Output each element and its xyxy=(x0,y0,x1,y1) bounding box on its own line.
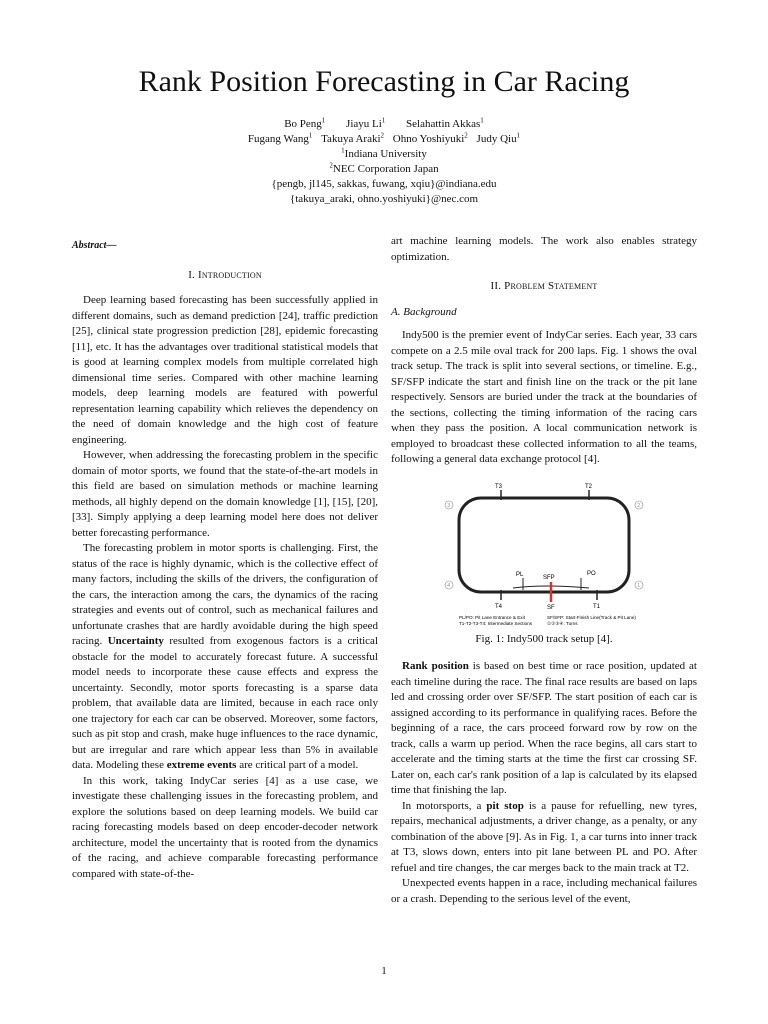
section-heading-problem-statement: II. Problem Statement xyxy=(490,280,598,292)
label-t3: T3 xyxy=(495,483,503,490)
right-column xyxy=(391,234,697,907)
figure-caption: Fig. 1: Indy500 track setup [4]. xyxy=(475,632,613,645)
legend-left-2: T1-T2-T3-T4: Intermediate Sections xyxy=(459,620,533,626)
turn-3-label: 3 xyxy=(447,502,451,509)
label-sfp: SFP xyxy=(543,574,555,581)
paragraph: art machine learning models. The work also enables strategy optimization. xyxy=(391,235,697,263)
label-sf: SF xyxy=(547,604,555,611)
paragraph: Indy500 is the premier event of IndyCar series. Each year, 33 cars compete on a 2.5 mile oval track for 200 laps. Fig. 1 shows the oval track setup. The track is split into several sections, or timeline. E.g., SF/SFP indicate the start and finish line on the track or the pit lane respectively. Sensors are buried under the track at the boundaries of the sections, collecting the timing information of the racing cars when they pass the position. A local communication network is employed to broadcast these collected information to all the teams, following a general data exchange protocol [4]. xyxy=(391,329,697,465)
label-t1: T1 xyxy=(593,603,601,610)
author-block xyxy=(0,117,768,207)
label-t2: T2 xyxy=(585,483,593,490)
legend-right-2: ①②③④: Turns xyxy=(547,620,578,626)
track-diagram xyxy=(439,478,649,628)
email-1: {pengb, jl145, sakkas, fuwang, xqiu}@indiana.edu xyxy=(271,178,497,190)
legend-right-1: SF/SFP: Start-Finish Line(Track & Pit Lane) xyxy=(547,614,636,620)
paragraph: In motorsports, a pit stop is a pause for refuelling, new tyres, repairs, mechanical adjustments, a driver change, as a penalty, or any combination of the above [9]. As in Fig. 1, a car turns into inner track at T3, slows down, enters into pit lane between PL and PO. After refuel and tire changes, the car merges back to the main track at T2. xyxy=(391,799,697,874)
label-po: PO xyxy=(587,570,596,577)
left-column xyxy=(72,234,378,882)
figure-track-setup xyxy=(391,478,697,648)
legend-left-1: PL/PO: Pit Lane Entrance & Exit xyxy=(459,614,525,620)
paragraph: Deep learning based forecasting has been successfully applied in different domains, such as demand prediction [24], traffic prediction [25], clinical state progression prediction [28], epidemic forecasting [11], etc. It has the advantages over traditional statistical models that is good at learning complex models from multiple correlated high dimensional time series. Compared with other machine learning models, deep learning models are featured with powerful representation learning capability which relieves the dependency on the need of domain knowledge and the high cost of feature engineering. xyxy=(72,294,378,446)
label-pl: PL xyxy=(516,571,524,578)
author: Jiayu Li$^1$ xyxy=(346,116,386,130)
author: Bo Peng$^1$ xyxy=(284,116,326,130)
paragraph: Unexpected events happen in a race, including mechanical failures or a crash. Depending to the serious level of the event, xyxy=(391,877,697,905)
page-number: 1 xyxy=(381,965,387,977)
author: Ohno Yoshiyuki$^2$ xyxy=(392,131,468,145)
section-heading-introduction: I. Introduction xyxy=(188,268,262,281)
paragraph: However, when addressing the forecasting problem in the specific domain of motor sports, we found that the state-of-the-art models in this field are based on simulation methods or machine learning methods, all highly depend on the domain knowledge [1], [15], [20], [33]. Simply applying a deep learning model here does not deliver better forecasting performance. xyxy=(72,449,378,539)
paragraph: Rank position is based on best time or race position, updated at each timeline during the race. The final race results are based on laps led and crossing order over SF/SFP. The start position of each car is assigned according to its performance in qualifying races. Before the beginning of a race, the cars proceed forward row by row on the track, calls a warm up period. When the race begins, all cars start to accelerate and the timing starts at the time the first car crossing SF. Later on, each car's rank position of a lap is calculated by its elapsed time that finishing the lap. xyxy=(391,660,697,796)
author: Takuya Araki$^2$ xyxy=(321,131,385,145)
label-t4: T4 xyxy=(495,603,503,610)
author: Selahattin Akkas$^1$ xyxy=(406,116,484,130)
affiliation-2: $^2$NEC Corporation Japan xyxy=(329,161,439,175)
author-row-2 xyxy=(0,132,768,147)
turn-2-label: 2 xyxy=(637,502,641,509)
abstract-heading: Abstract— xyxy=(72,240,117,251)
author: Fugang Wang$^1$ xyxy=(247,131,313,145)
turn-4-label: 4 xyxy=(447,582,451,589)
paper-title: Rank Position Forecasting in Car Racing xyxy=(138,65,630,98)
email-2: {takuya_araki, ohno.yoshiyuki}@nec.com xyxy=(289,193,479,205)
affiliation-1: $^1$Indiana University xyxy=(341,146,427,160)
paragraph: The forecasting problem in motor sports is challenging. First, the status of the race is highly dynamic, which is the collective effect of many factors, including the skills of the drivers, the configuration of the cars, the interaction among the cars, the dynamics of the racing strategies and events out of control, such as mechanical failures and unfortunate crashes that are hardly avoidable during the high speed racing. Uncertainty resulted from exogenous factors is a critical obstacle for the model to accurately forecast future. A successful model needs to incorporate these cause effects and express the uncertainty. Secondly, motor sports forecasting is a sparse data problem, that available data are limited, because in each race only one trajectory for each car can be observed. Moreover, some factors, such as pit stop and crash, make huge influences to the race dynamic, but are irregular and rare which appear less than 5% in available data. Modeling these extreme events are critical part of a model. xyxy=(72,542,378,771)
subsection-heading: A. Background xyxy=(391,305,457,318)
paragraph: In this work, taking IndyCar series [4] as a use case, we investigate these challenging issues in the forecasting problem, and explore the solutions based on deep learning models. We build car racing forecasting models based on deep encoder-decoder network architecture, model the uncertainty that is rooted from the dynamics of the racing, and achieve comparable forecasting performance compared with state-of-the- xyxy=(72,774,378,880)
author: Judy Qiu$^1$ xyxy=(476,131,521,145)
turn-1-label: 1 xyxy=(637,582,641,589)
author-row-1 xyxy=(0,117,768,132)
